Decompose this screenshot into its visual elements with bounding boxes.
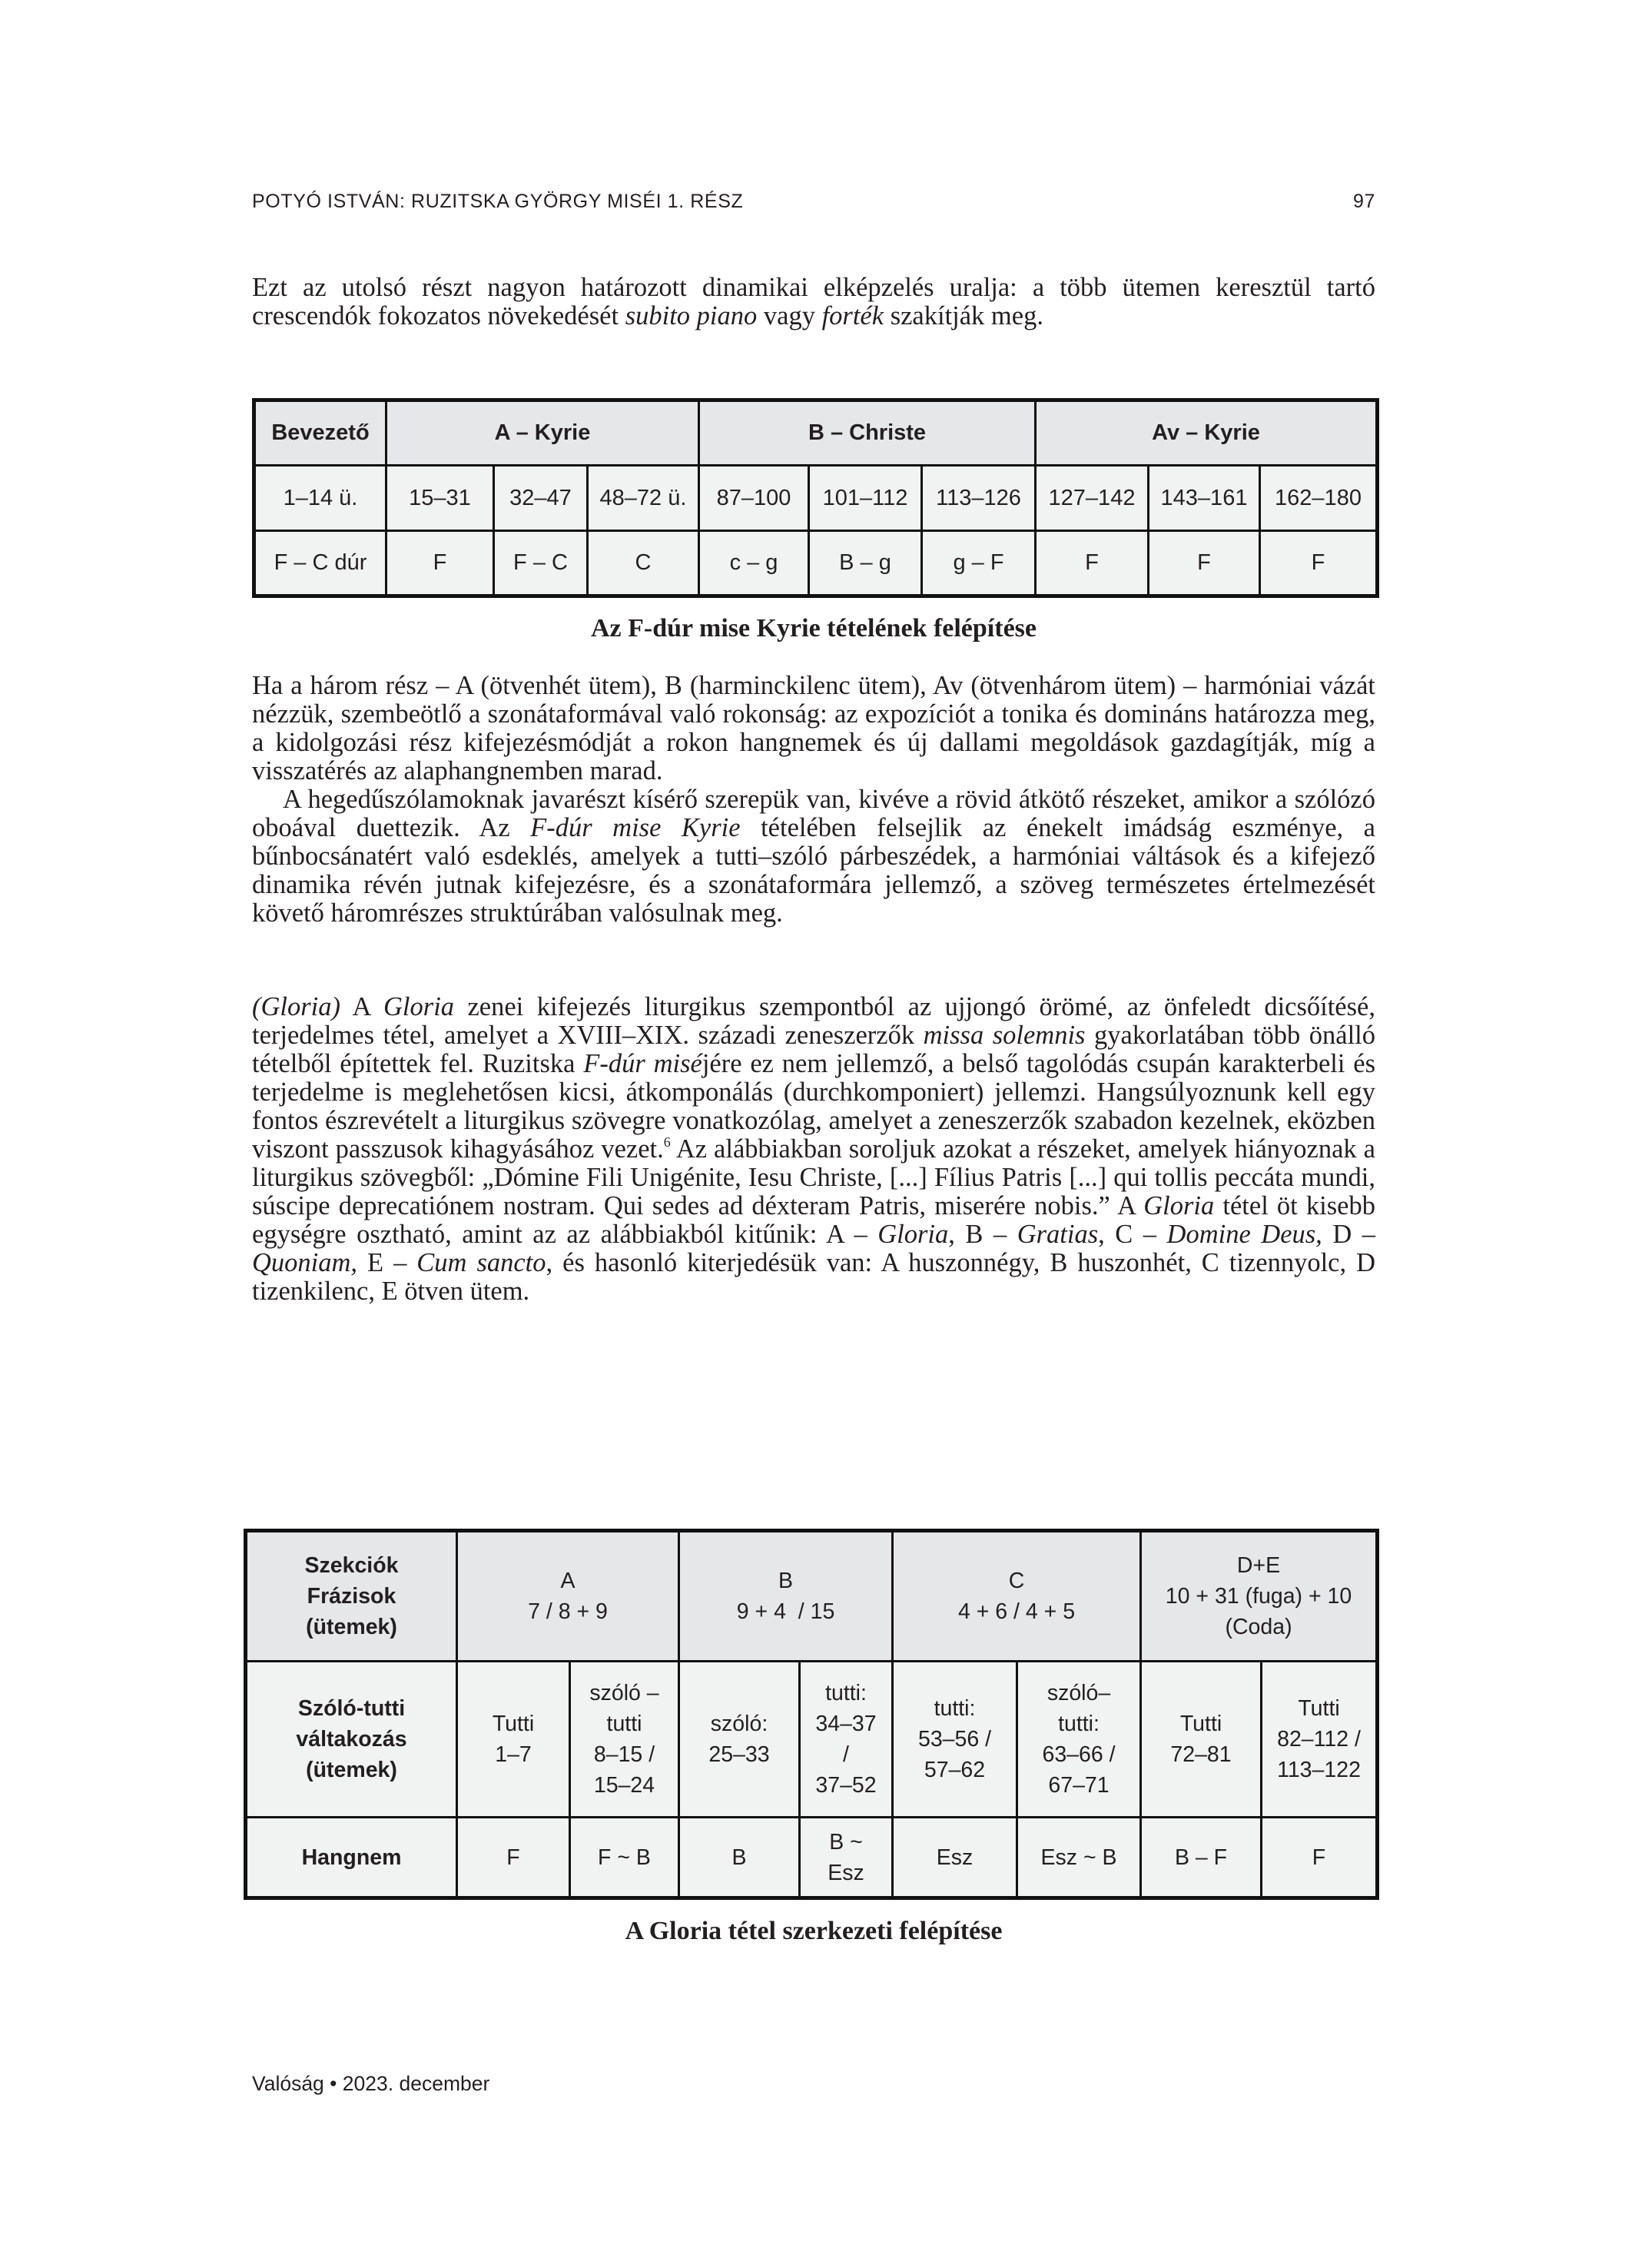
- section-phrases: 7 / 8 + 9: [528, 1599, 608, 1624]
- table-cell: g – F: [922, 531, 1036, 596]
- gloria-paragraph: [252, 993, 1375, 1306]
- text-run: jére ez nem jellemző, a belső tagolódás csupán karakterbeli és terjedelme is meglehetősen kicsi, átkomponálás (durchkomponiert) jellemzi. Hangsúlyoznunk kell egy fontos észrevételt a liturgikus szövegre vonatkozólag, amelyet a zeneszerzők szabadon kezelnek, eközben viszont passzusok kihagyásához vezet.: [252, 1049, 1375, 1164]
- italic-term: forték: [821, 301, 884, 330]
- section-cell: [893, 1531, 1141, 1662]
- text-run: A hegedűszólamoknak javarészt kísérő szerepük van, kivéve a rövid átkötő részeket, amikor a szólózó oboával duettezik. Az: [252, 785, 1375, 842]
- text-run: E –: [357, 1248, 417, 1277]
- header-cell: Av – Kyrie: [1036, 400, 1378, 466]
- table-cell: 87–100: [699, 466, 809, 531]
- italic-term: Gloria: [1143, 1191, 1215, 1220]
- cell-line: 34–37: [815, 1712, 877, 1736]
- text-run: , B –: [948, 1220, 1017, 1249]
- table-cell: F – C dúr: [254, 531, 386, 596]
- text-run: zenei kifejezés liturgikus szempontból az ujjongó örömé, az önfeledt dicsőítésé, terjedelmes tétel, amelyet a XVIII–XIX. századi zeneszerzők: [252, 992, 1375, 1050]
- table-cell: B – g: [809, 531, 922, 596]
- table-cell: [800, 1662, 893, 1818]
- section-name: B: [778, 1569, 794, 1593]
- table-cell: 143–161: [1149, 466, 1260, 531]
- text-run: Az alábbiakban soroljuk azokat a részeket, amelyek hiányoznak a liturgikus szövegből: „Dómine Fili Unigénite, Iesu Christe, [...] Fílius Patris [...] qui tollis peccáta mundi, súscipe deprecatiónem nostram. Qui sedes ad déxteram Patris, miserére nobis.” A: [252, 1134, 1375, 1220]
- header-cell: A – Kyrie: [386, 400, 699, 466]
- section-phrases: 10 + 31 (fuga) + 10 (Coda): [1165, 1584, 1352, 1639]
- running-title: POTYÓ ISTVÁN: RUZITSKA GYÖRGY MISÉI 1. RÉSZ: [252, 191, 744, 212]
- cell-line: 63–66 /: [1042, 1742, 1116, 1767]
- table-cell: F: [1036, 531, 1149, 596]
- section-label: (Gloria): [252, 992, 340, 1021]
- text-run: A: [340, 992, 384, 1021]
- label-line: Szóló-tutti: [297, 1696, 406, 1721]
- table-cell: F: [1149, 531, 1260, 596]
- row-label: Hangnem: [246, 1818, 457, 1898]
- cell-line: tutti:: [1058, 1712, 1100, 1736]
- cell-line: 15–24: [593, 1773, 655, 1798]
- footer-journal: Valóság • 2023. december: [252, 2072, 490, 2095]
- italic-term: Gratias: [1017, 1220, 1099, 1249]
- cell-line: Tutti: [492, 1712, 535, 1736]
- table-cell: F – C: [494, 531, 588, 596]
- intro-paragraph: [252, 274, 1375, 330]
- section-name: D+E: [1236, 1553, 1281, 1578]
- table-cell: 32–47: [494, 466, 588, 531]
- table-cell: F: [386, 531, 494, 596]
- italic-term: Gloria: [383, 992, 455, 1021]
- table-header-row: [254, 400, 1378, 466]
- solo-tutti-row: [246, 1662, 1378, 1818]
- table-cell: [1017, 1662, 1141, 1818]
- text-run: vagy: [757, 301, 822, 330]
- cell-line: 57–62: [924, 1758, 986, 1782]
- section-cell: [457, 1531, 679, 1662]
- table-cell: B: [679, 1818, 800, 1898]
- cell-line: /: [843, 1742, 849, 1767]
- cell-line: 1–7: [495, 1742, 532, 1767]
- italic-term: Domine Deus,: [1166, 1220, 1322, 1249]
- table-cell: [570, 1662, 679, 1818]
- table-cell: 1–14 ü.: [254, 466, 386, 531]
- text-run: gyakorlatában több önálló tételből építettek fel. Ruzitska: [252, 1021, 1376, 1078]
- page-number: 97: [1352, 191, 1375, 212]
- cell-line: Tutti: [1298, 1696, 1340, 1721]
- cell-line: 8–15 /: [593, 1742, 655, 1767]
- cell-line: 25–33: [708, 1742, 770, 1767]
- italic-term: F-dúr misé: [583, 1049, 702, 1078]
- label-line: (ütemek): [306, 1758, 397, 1782]
- paragraph: Ha a három rész – A (ötvenhét ütem), B (harminckilenc ütem), Av (ötvenhárom ütem) – harmóniai vázát nézzük, szembeötlő a szonátaformával való rokonság: az expozíciót a tonika és domináns határozza meg, a kidolgozási rész kifejezésmódját a rokon hangnemek és új dallami megoldások gazdagítják, míg a visszatérés az alaphangnemben marad.: [252, 671, 1375, 785]
- italic-term: missa solemnis: [923, 1021, 1086, 1050]
- table-cell: 48–72 ü.: [588, 466, 699, 531]
- table-cell: [893, 1662, 1017, 1818]
- keys-row: [246, 1818, 1378, 1898]
- paragraph: [252, 785, 1375, 928]
- table-cell: Esz: [893, 1818, 1017, 1898]
- table-cell: F: [1262, 1818, 1378, 1898]
- label-line: váltakozás: [296, 1727, 407, 1752]
- cell-line: 37–52: [815, 1773, 877, 1798]
- label-line: (ütemek): [306, 1615, 397, 1639]
- cell-line: tutti:: [934, 1696, 976, 1721]
- table-cell: F ~ B: [570, 1818, 679, 1898]
- row-label: [246, 1662, 457, 1818]
- table-cell: [1262, 1662, 1378, 1818]
- italic-term: Gloria: [877, 1220, 949, 1249]
- text-run: , C –: [1098, 1220, 1167, 1249]
- text-run: tételében felsejlik az énekelt imádság eszménye, a bűnbocsánatért való esdeklés, amelyek a tutti–szóló párbeszédek, a harmóniai váltások és a kifejező dinamika révén jutnak kifejezésre, és a szonátaformára jellemző, a szöveg természetes értelmezését követő háromrészes struktúrában valósulnak meg.: [252, 813, 1375, 928]
- table-cell: c – g: [699, 531, 809, 596]
- row-label: [246, 1531, 457, 1662]
- gloria-table-caption: A Gloria tétel szerkezeti felépítése: [625, 1917, 1003, 1945]
- table-cell: [457, 1662, 570, 1818]
- measures-row: [254, 466, 1378, 531]
- footnote-ref[interactable]: 6: [663, 1134, 671, 1150]
- section-phrases: 9 + 4 / 15: [736, 1599, 835, 1624]
- section-phrases: 4 + 6 / 4 + 5: [957, 1599, 1076, 1624]
- header-cell: B – Christe: [699, 400, 1036, 466]
- italic-term: F-dúr mise Kyrie: [530, 813, 741, 842]
- table-cell: [1141, 1662, 1262, 1818]
- cell-line: 72–81: [1170, 1742, 1232, 1767]
- table-cell: C: [588, 531, 699, 596]
- cell-line: tutti: [606, 1712, 642, 1736]
- table-cell: [679, 1662, 800, 1818]
- keys-row: [254, 531, 1378, 596]
- italic-term: Cum sancto: [416, 1248, 546, 1277]
- table-cell: 15–31: [386, 466, 494, 531]
- cell-line: 82–112 /: [1277, 1727, 1361, 1752]
- cell-line: szóló–: [1047, 1681, 1111, 1705]
- section-cell: [1141, 1531, 1378, 1662]
- text-run: , és hasonló kiterjedésük van: A huszonnégy, B huszonhét, C tizennyolc, D tizenkilenc, E ötven ütem.: [252, 1248, 1376, 1306]
- italic-term: Quoniam,: [252, 1248, 358, 1277]
- cell-line: szóló:: [710, 1712, 768, 1736]
- table-cell: F: [1260, 531, 1378, 596]
- table-cell: 101–112: [809, 466, 922, 531]
- kyrie-structure-table: [252, 398, 1379, 598]
- table-cell: 162–180: [1260, 466, 1378, 531]
- table-cell: 127–142: [1036, 466, 1149, 531]
- table-cell: F: [457, 1818, 570, 1898]
- cell-line: tutti:: [825, 1681, 867, 1705]
- section-cell: [679, 1531, 893, 1662]
- table-cell: Esz ~ B: [1017, 1818, 1141, 1898]
- sections-row: [246, 1531, 1378, 1662]
- header-cell: Bevezető: [254, 400, 386, 466]
- label-line: Szekciók: [304, 1553, 399, 1578]
- cell-line: Tutti: [1179, 1712, 1222, 1736]
- text-run: Ezt az utolsó részt nagyon határozott dinamikai elképzelés uralja: a több ütemen keresztül tartó crescendók fokozatos növekedését: [252, 273, 1375, 330]
- running-head: [252, 190, 1375, 213]
- cell-line: 53–56 /: [917, 1727, 992, 1752]
- section-name: A: [560, 1569, 576, 1593]
- section-name: C: [1008, 1569, 1025, 1593]
- table-cell: B – F: [1141, 1818, 1262, 1898]
- text-run: D –: [1322, 1220, 1375, 1249]
- cell-line: 113–122: [1277, 1758, 1361, 1782]
- table-cell: 113–126: [922, 466, 1036, 531]
- gloria-structure-table: [244, 1529, 1379, 1900]
- table-cell: B ~ Esz: [800, 1818, 893, 1898]
- kyrie-table-caption: Az F-dúr mise Kyrie tételének felépítése: [590, 614, 1037, 643]
- label-line: Frázisok: [307, 1584, 396, 1609]
- cell-line: szóló –: [589, 1681, 659, 1705]
- kyrie-analysis: [252, 672, 1375, 928]
- text-run: szakítják meg.: [884, 301, 1043, 330]
- cell-line: 67–71: [1048, 1773, 1110, 1798]
- text-run: tétel öt kisebb egységre osztható, amint az az alábbiakból kitűnik: A –: [252, 1191, 1375, 1249]
- italic-term: subito piano: [625, 301, 758, 330]
